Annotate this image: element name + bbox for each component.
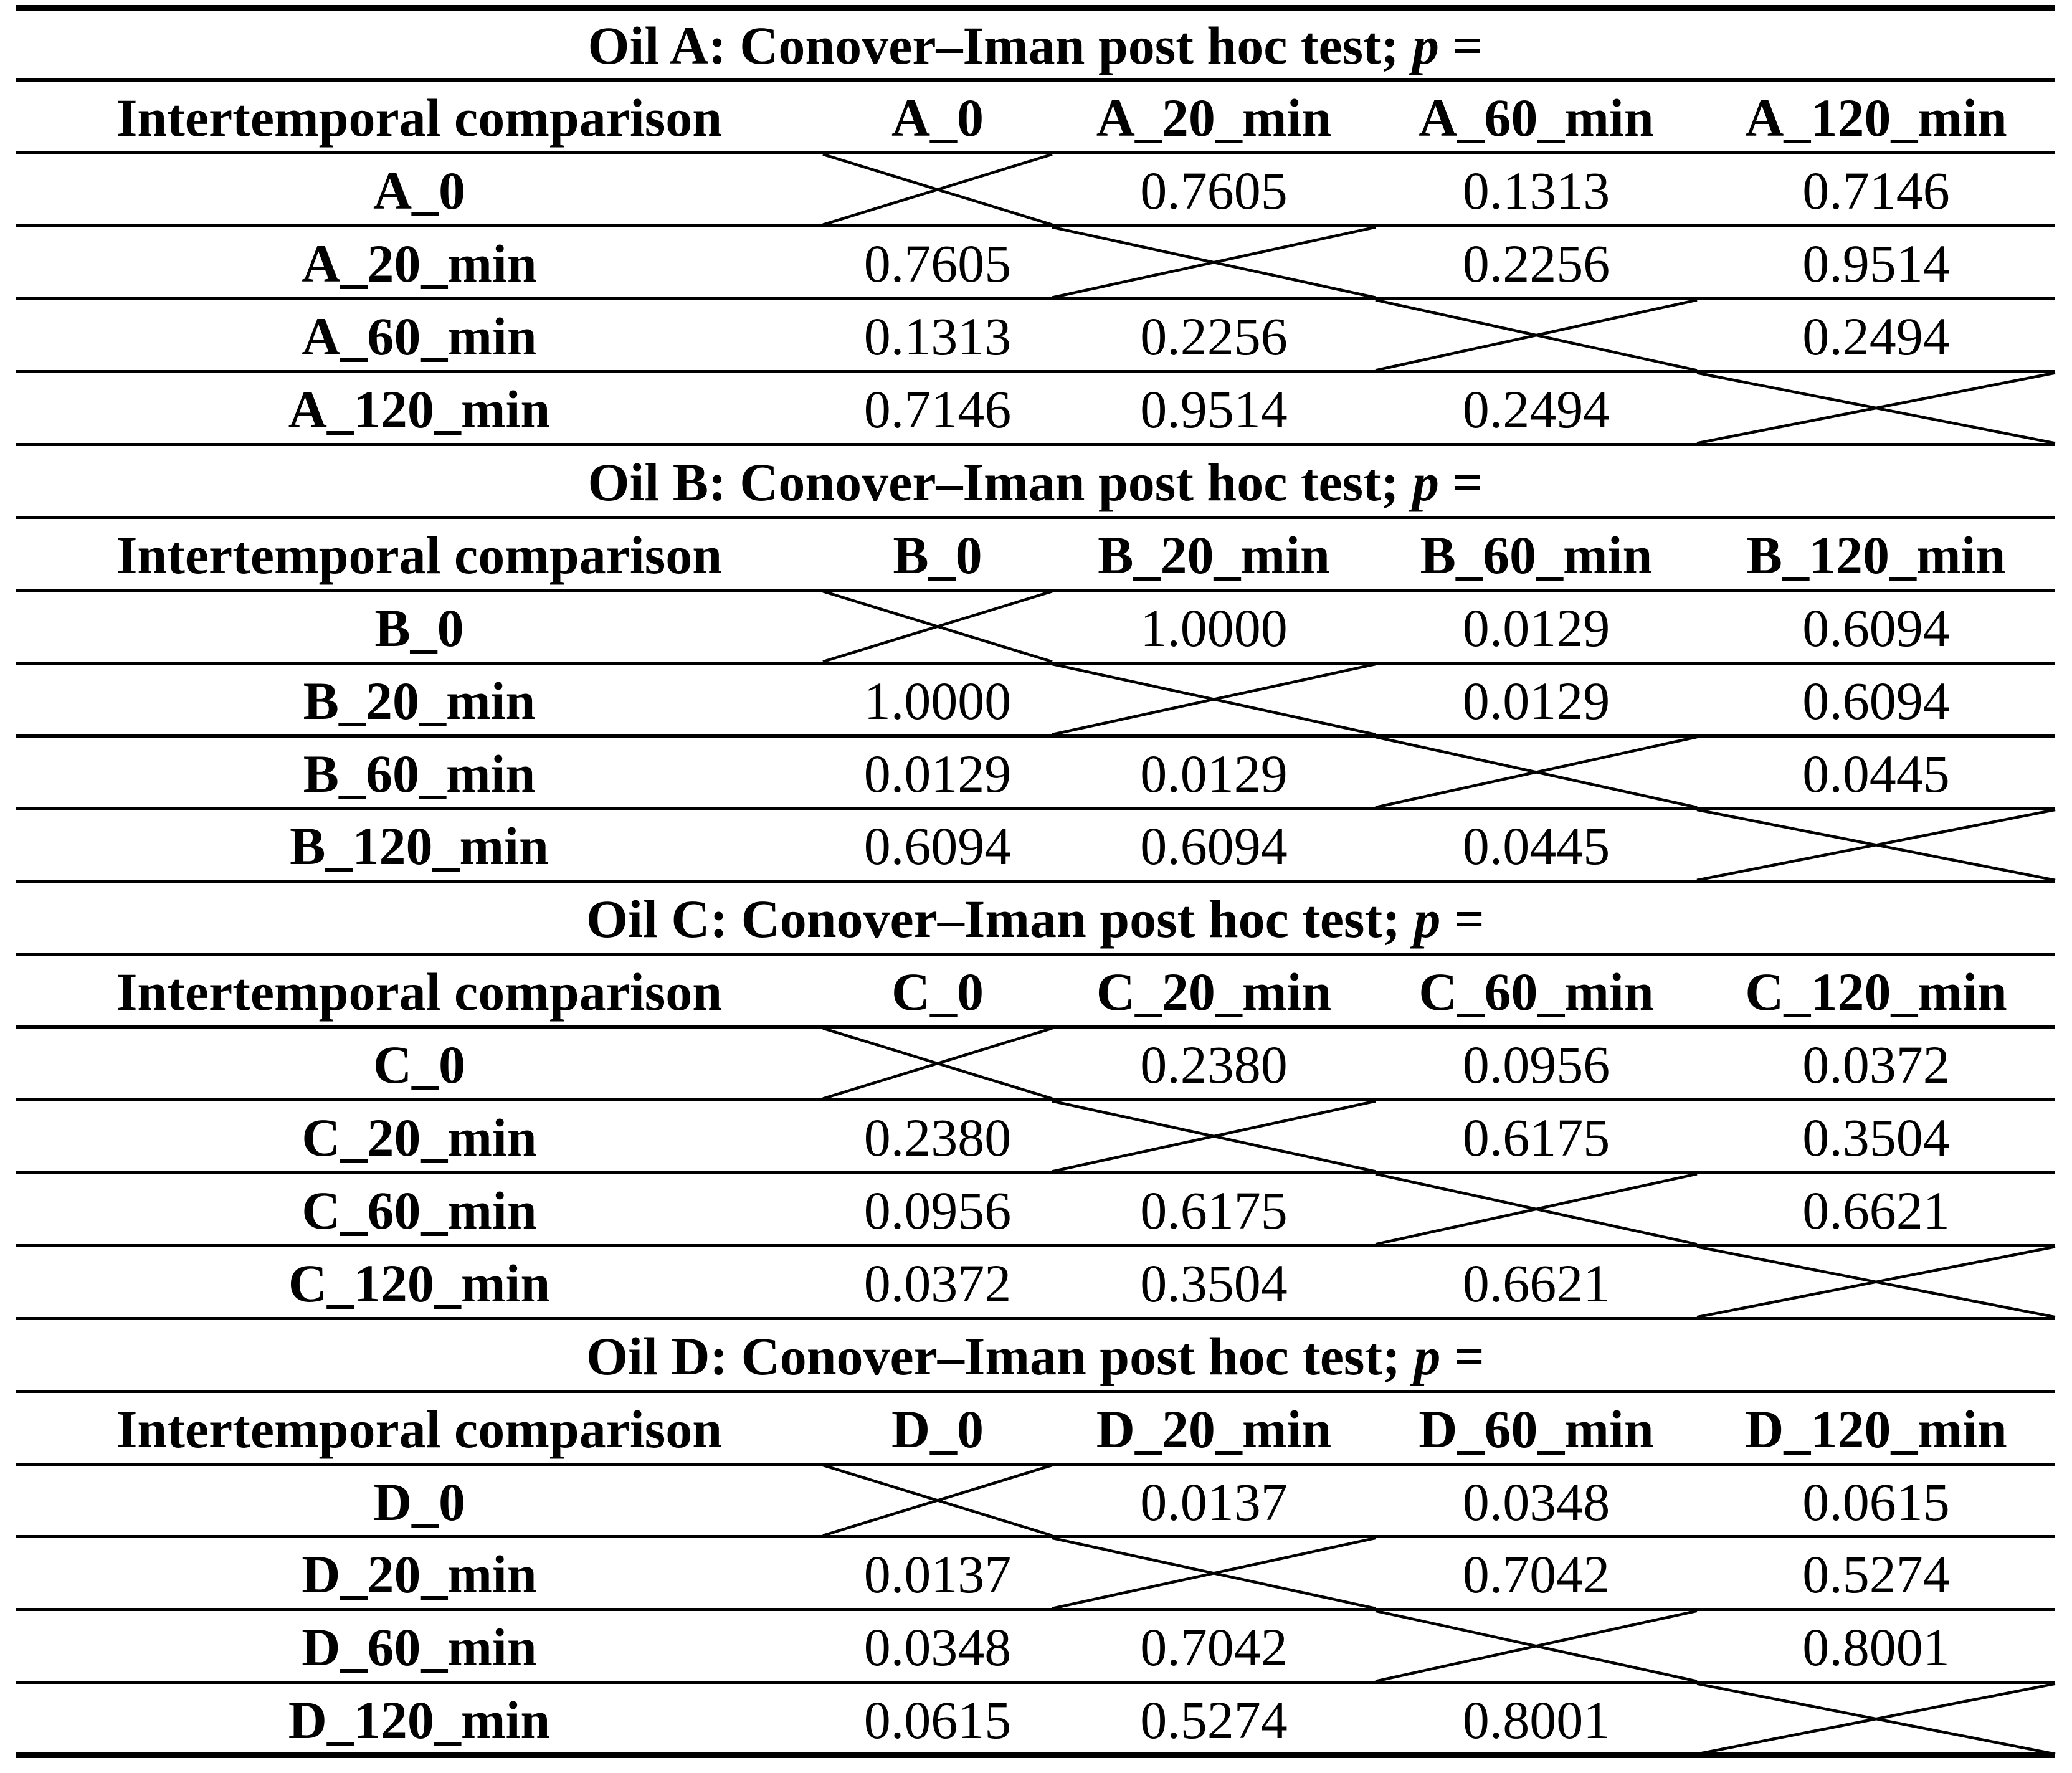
row-label: A_0 [373,161,466,221]
p-value-cell: 0.6094 [1802,597,1950,658]
p-value-symbol: p [1412,15,1439,75]
crossed-out-cell [1697,1245,2055,1318]
crossed-out-cell [1052,1537,1376,1610]
p-value-cell: 0.0129 [1462,670,1610,731]
column-header: D_20_min [1096,1399,1332,1459]
p-value-cell: 0.1313 [1462,161,1610,221]
table-row [16,1464,2055,1537]
table-row [16,1172,2055,1245]
p-value-cell: 0.0137 [863,1544,1012,1605]
crossed-out-cell [823,153,1052,226]
p-value-cell: 0.2380 [863,1108,1012,1167]
table-row [16,226,2055,299]
column-header: B_60_min [1420,525,1653,585]
crossed-out-cell [1697,372,2055,445]
table-row [16,736,2055,809]
row-label: D_120_min [288,1690,551,1751]
p-value-cell: 0.8001 [1802,1617,1950,1678]
row-label: C_20_min [302,1108,537,1167]
p-value-cell: 0.2256 [1140,307,1288,367]
table-row [16,372,2055,445]
block-title-text: Oil A: Conover–Iman post hoc test; [587,15,1399,75]
p-value-cell: 0.7146 [863,379,1012,439]
row-header-label: Intertemporal comparison [116,962,723,1022]
crossed-out-cell [1052,663,1376,736]
block-title-text: Oil B: Conover–Iman post hoc test; [587,452,1399,512]
crossed-out-cell [1052,1100,1376,1173]
crossed-out-cell [1376,736,1697,809]
column-header: D_120_min [1745,1399,2007,1459]
row-label: C_60_min [302,1180,537,1240]
column-header: A_0 [891,88,984,148]
p-value-cell: 0.8001 [1462,1690,1610,1751]
p-value-cell: 0.9514 [1802,234,1950,294]
p-value-cell: 0.6094 [1140,816,1288,877]
block-title [16,7,2055,80]
column-header: B_120_min [1746,525,2006,585]
p-value-cell: 0.6094 [1802,670,1950,731]
p-value-cell: 0.7042 [1462,1544,1610,1605]
column-header: C_120_min [1745,962,2007,1022]
p-value-cell: 1.0000 [863,670,1012,731]
equals-sign: = [1452,15,1483,75]
crossed-out-cell [1697,1683,2055,1756]
p-value-cell: 0.0372 [863,1253,1012,1313]
equals-sign: = [1452,452,1483,512]
p-value-cell: 0.2380 [1140,1035,1288,1095]
table-row [16,1610,2055,1683]
column-header: C_60_min [1419,962,1654,1022]
p-value-cell: 0.0615 [863,1690,1012,1751]
crossed-out-cell [1052,226,1376,299]
block-title-text: Oil D: Conover–Iman post hoc test; [586,1326,1400,1386]
row-label: B_60_min [303,743,536,804]
column-header-row [16,517,2055,590]
column-header: C_20_min [1096,962,1332,1022]
p-value-cell: 0.6175 [1140,1180,1288,1240]
crossed-out-cell [1376,1172,1697,1245]
crossed-out-cell [823,590,1052,663]
row-label: D_20_min [302,1544,537,1605]
crossed-out-cell [1376,1610,1697,1683]
column-header: A_60_min [1419,88,1654,148]
table-row [16,1537,2055,1610]
row-label: D_0 [373,1471,466,1532]
p-value-cell: 1.0000 [1140,597,1288,658]
column-header: B_20_min [1098,525,1330,585]
table-row [16,1027,2055,1100]
block-title-row [16,7,2055,80]
table-row [16,1100,2055,1173]
column-header-row [16,80,2055,153]
column-header: B_0 [893,525,982,585]
row-label: A_20_min [302,234,537,294]
p-value-cell: 0.2494 [1802,307,1950,367]
block-title-row [16,1318,2055,1391]
p-value-cell: 0.6621 [1802,1180,1950,1240]
table-row [16,590,2055,663]
p-value-cell: 0.5274 [1140,1690,1288,1751]
p-value-cell: 0.0445 [1462,816,1610,877]
p-value-cell: 0.6094 [863,816,1012,877]
p-value-symbol: p [1414,1326,1441,1386]
table-rule-thick [16,1752,2055,1758]
p-value-cell: 0.0129 [863,743,1012,804]
table-row [16,1245,2055,1318]
table-row [16,663,2055,736]
p-value-cell: 0.0445 [1802,743,1950,804]
block-title-text: Oil C: Conover–Iman post hoc test; [586,889,1400,949]
row-label: D_60_min [302,1617,537,1678]
p-value-cell: 0.0615 [1802,1471,1950,1532]
p-value-cell: 0.0129 [1140,743,1288,804]
p-value-cell: 0.9514 [1140,379,1288,439]
block-title [16,1318,2055,1391]
p-value-cell: 0.6621 [1462,1253,1610,1313]
row-label: C_0 [373,1035,466,1095]
column-header: D_60_min [1419,1399,1654,1459]
column-header: C_0 [891,962,984,1022]
block-title [16,444,2055,517]
table-row [16,1683,2055,1756]
column-header: A_20_min [1096,88,1332,148]
p-value-symbol: p [1414,889,1441,949]
crossed-out-cell [1376,299,1697,372]
row-label: B_120_min [290,816,549,877]
p-value-cell: 0.6175 [1462,1108,1610,1167]
row-label: C_120_min [288,1253,551,1313]
block-title-row [16,882,2055,954]
table-row [16,299,2055,372]
column-header-row [16,954,2055,1027]
column-header-row [16,1391,2055,1464]
equals-sign: = [1453,1326,1485,1386]
row-header-label: Intertemporal comparison [116,525,723,585]
table-row [16,153,2055,226]
row-label: A_60_min [302,307,537,367]
block-title-row [16,444,2055,517]
row-label: A_120_min [288,379,551,439]
p-value-cell: 0.1313 [863,307,1012,367]
p-value-cell: 0.2256 [1462,234,1610,294]
p-value-cell: 0.3504 [1802,1108,1950,1167]
crossed-out-cell [1697,809,2055,882]
p-value-cell: 0.0129 [1462,597,1610,658]
p-value-cell: 0.0372 [1802,1035,1950,1095]
p-value-cell: 0.5274 [1802,1544,1950,1605]
p-value-cell: 0.0956 [863,1180,1012,1240]
crossed-out-cell [823,1027,1052,1100]
p-value-cell: 0.0956 [1462,1035,1610,1095]
row-header-label: Intertemporal comparison [116,1399,723,1459]
p-value-cell: 0.7146 [1802,161,1950,221]
p-value-cell: 0.7042 [1140,1617,1288,1678]
p-value-symbol: p [1412,452,1439,512]
p-value-cell: 0.7605 [863,234,1012,294]
crossed-out-cell [823,1464,1052,1537]
row-label: B_20_min [303,670,536,731]
column-header: A_120_min [1745,88,2007,148]
p-value-cell: 0.2494 [1462,379,1610,439]
row-header-label: Intertemporal comparison [116,88,723,148]
p-value-cell: 0.3504 [1140,1253,1288,1313]
equals-sign: = [1453,889,1485,949]
block-title [16,882,2055,954]
column-header: D_0 [891,1399,984,1459]
p-value-cell: 0.0137 [1140,1471,1288,1532]
p-value-cell: 0.7605 [1140,161,1288,221]
row-label: B_0 [374,597,464,658]
p-value-cell: 0.0348 [1462,1471,1610,1532]
p-value-cell: 0.0348 [863,1617,1012,1678]
table-row [16,809,2055,882]
